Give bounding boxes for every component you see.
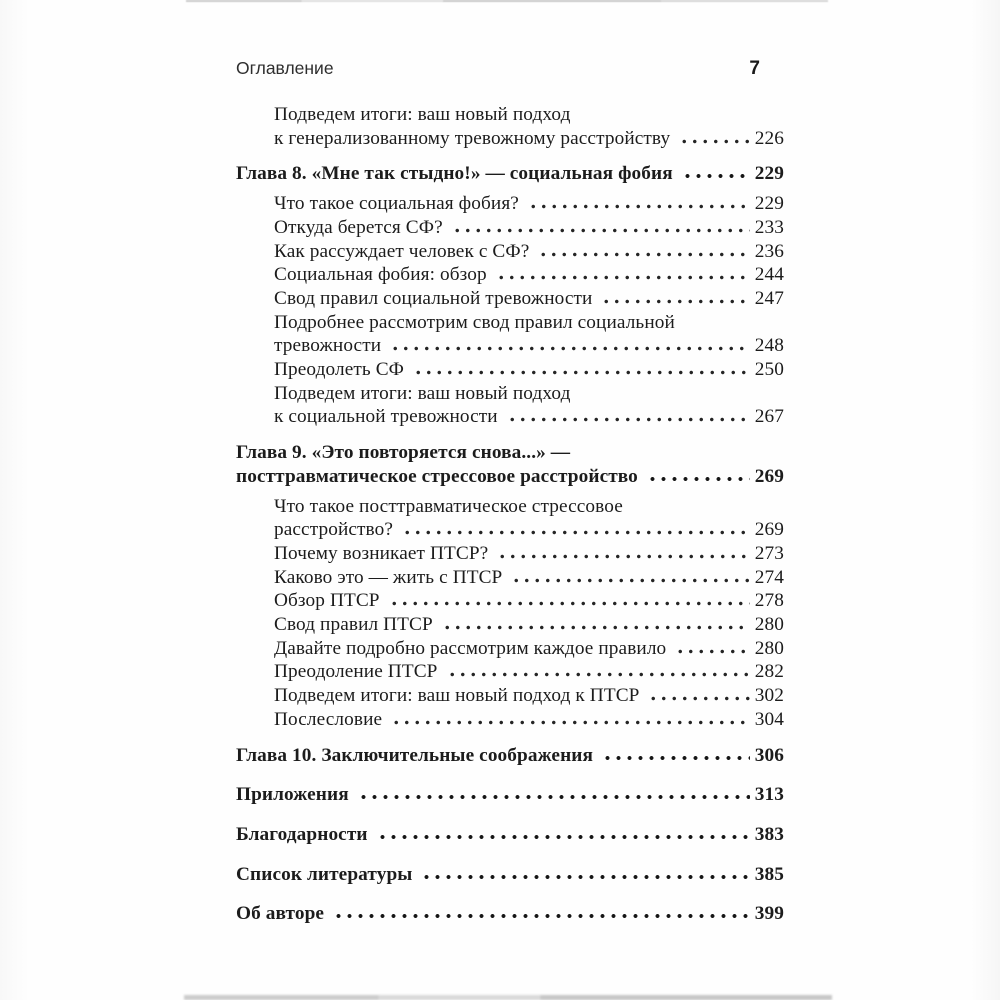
toc-line bbox=[236, 263, 784, 287]
toc-entry-title: Свод правил ПТСР bbox=[274, 614, 433, 636]
toc-entry-title: Социальная фобия: обзор bbox=[274, 264, 487, 286]
toc-entry bbox=[236, 823, 784, 847]
toc-entry bbox=[236, 660, 784, 684]
toc-page-number: 229 bbox=[754, 193, 784, 215]
toc-entry bbox=[236, 613, 784, 637]
toc-list bbox=[236, 103, 784, 926]
toc-entry-title: Свод правил социальной тревожности bbox=[274, 287, 593, 309]
toc-page-number: 229 bbox=[754, 163, 784, 185]
toc-line bbox=[236, 405, 784, 429]
toc-line bbox=[236, 162, 784, 186]
dot-leader bbox=[646, 696, 749, 701]
toc-page-number: 248 bbox=[754, 335, 784, 357]
toc-line bbox=[236, 495, 784, 519]
toc-entry bbox=[236, 744, 784, 768]
toc-entry bbox=[236, 783, 784, 807]
page-content bbox=[236, 58, 784, 926]
toc-line bbox=[236, 518, 784, 542]
toc-page-number: 250 bbox=[754, 359, 784, 381]
running-head bbox=[236, 58, 784, 80]
dot-leader bbox=[450, 228, 750, 233]
toc-page-number: 278 bbox=[754, 590, 784, 612]
toc-line bbox=[236, 311, 784, 335]
toc-entry bbox=[236, 589, 784, 613]
toc-entry bbox=[236, 311, 784, 358]
toc-line bbox=[236, 240, 784, 264]
toc-entry bbox=[236, 240, 784, 264]
toc-line bbox=[236, 823, 784, 847]
toc-line bbox=[236, 358, 784, 382]
toc-entry-title: Давайте подробно рассмотрим каждое правило bbox=[274, 637, 667, 659]
toc-entry-title: Преодоление ПТСР bbox=[274, 661, 438, 683]
toc-entry-title: Преодолеть СФ bbox=[274, 359, 405, 381]
toc-line bbox=[236, 684, 784, 708]
toc-entry-title: Благодарности bbox=[236, 823, 368, 845]
dot-leader bbox=[526, 204, 750, 209]
toc-page-number: 267 bbox=[754, 406, 784, 428]
dot-leader bbox=[389, 720, 750, 725]
toc-line bbox=[236, 902, 784, 926]
dot-leader bbox=[388, 346, 750, 351]
toc-entry-title: Список литературы bbox=[236, 863, 413, 885]
toc-entry-title: к социальной тревожности bbox=[274, 406, 498, 428]
toc-entry-title: посттравматическое стрессовое расстройство bbox=[236, 465, 638, 487]
toc-entry-title: Подробнее рассмотрим свод правил социальной bbox=[274, 311, 675, 333]
toc-entry bbox=[236, 103, 784, 150]
toc-page-number: 236 bbox=[754, 240, 784, 262]
toc-entry-title: Об авторе bbox=[236, 903, 325, 925]
toc-page-number: 280 bbox=[754, 637, 784, 659]
toc-page-number: 385 bbox=[754, 863, 784, 885]
folio-page-number: 7 bbox=[749, 58, 760, 79]
toc-entry bbox=[236, 637, 784, 661]
toc-line bbox=[236, 103, 784, 127]
toc-entry-title: Что такое посттравматическое стрессовое bbox=[274, 495, 623, 517]
dot-leader bbox=[331, 913, 750, 919]
toc-entry bbox=[236, 495, 784, 542]
toc-page-number: 399 bbox=[754, 903, 784, 925]
dot-leader bbox=[440, 625, 750, 630]
toc-page-number: 244 bbox=[754, 264, 784, 286]
dot-leader bbox=[494, 275, 750, 280]
toc-line bbox=[236, 660, 784, 684]
toc-line bbox=[236, 613, 784, 637]
toc-entry-title: Подведем итоги: ваш новый подход bbox=[274, 382, 571, 404]
dot-leader bbox=[645, 476, 750, 482]
toc-entry-title: Глава 10. Заключительные соображения bbox=[236, 744, 594, 766]
toc-entry-title: Каково это — жить с ПТСР bbox=[274, 566, 503, 588]
toc-page-number: 306 bbox=[754, 744, 784, 766]
toc-entry-title: Послесловие bbox=[274, 708, 383, 730]
toc-entry-title: Подведем итоги: ваш новый подход bbox=[274, 104, 571, 125]
scan-edge-top bbox=[186, 0, 828, 2]
toc-line bbox=[236, 783, 784, 807]
dot-leader bbox=[509, 578, 749, 583]
dot-leader bbox=[356, 794, 750, 800]
toc-entry bbox=[236, 542, 784, 566]
toc-page-number: 313 bbox=[754, 784, 784, 806]
dot-leader bbox=[495, 554, 749, 559]
toc-line bbox=[236, 216, 784, 240]
toc-line bbox=[236, 863, 784, 887]
dot-leader bbox=[673, 649, 749, 654]
toc-entry-title: расстройство? bbox=[274, 519, 394, 541]
toc-page-number: 383 bbox=[754, 823, 784, 845]
dot-leader bbox=[677, 139, 750, 144]
dot-leader bbox=[536, 252, 749, 257]
toc-entry-title: к генерализованному тревожному расстройству bbox=[274, 127, 671, 149]
toc-line bbox=[236, 637, 784, 661]
toc-page-number: 247 bbox=[754, 287, 784, 309]
toc-page-number: 302 bbox=[754, 685, 784, 707]
dot-leader bbox=[411, 370, 750, 375]
toc-line bbox=[236, 708, 784, 732]
toc-line bbox=[236, 589, 784, 613]
dot-leader bbox=[387, 601, 750, 606]
toc-line bbox=[236, 542, 784, 566]
toc-entry-title: Глава 9. «Это повторяется снова...» — bbox=[236, 442, 571, 464]
dot-leader bbox=[419, 874, 749, 880]
dot-leader bbox=[400, 530, 750, 535]
toc-entry-title: Глава 8. «Мне так стыдно!» — социальная фобия bbox=[236, 163, 673, 185]
toc-page-number: 280 bbox=[754, 614, 784, 636]
toc-entry-title: Почему возникает ПТСР? bbox=[274, 542, 489, 564]
toc-entry-title: Откуда берется СФ? bbox=[274, 216, 443, 238]
toc-line bbox=[236, 127, 784, 151]
toc-entry bbox=[236, 162, 784, 186]
toc-entry bbox=[236, 192, 784, 216]
toc-entry-title: Подведем итоги: ваш новый подход к ПТСР bbox=[274, 685, 640, 707]
dot-leader bbox=[505, 417, 750, 422]
toc-page-number: 226 bbox=[754, 127, 784, 149]
toc-page-number: 269 bbox=[754, 465, 784, 487]
dot-leader bbox=[445, 672, 750, 677]
toc-line bbox=[236, 566, 784, 590]
toc-entry bbox=[236, 902, 784, 926]
toc-entry bbox=[236, 287, 784, 311]
page-title: Оглавление bbox=[236, 58, 334, 78]
toc-entry bbox=[236, 358, 784, 382]
toc-line bbox=[236, 744, 784, 768]
toc-page-number: 274 bbox=[754, 566, 784, 588]
toc-line bbox=[236, 382, 784, 406]
toc-entry-title: Обзор ПТСР bbox=[274, 590, 380, 612]
toc-line bbox=[236, 192, 784, 216]
toc-entry bbox=[236, 566, 784, 590]
toc-entry bbox=[236, 263, 784, 287]
toc-entry bbox=[236, 382, 784, 429]
toc-entry bbox=[236, 441, 784, 488]
toc-line bbox=[236, 441, 784, 465]
toc-entry-title: Что такое социальная фобия? bbox=[274, 193, 519, 215]
dot-leader bbox=[600, 755, 750, 761]
scan-edge-bottom bbox=[184, 995, 832, 1000]
toc-page-number: 304 bbox=[754, 708, 784, 730]
toc-page-number: 282 bbox=[754, 661, 784, 683]
toc-line bbox=[236, 465, 784, 489]
toc-entry-title: тревожности bbox=[274, 335, 382, 357]
toc-entry bbox=[236, 863, 784, 887]
toc-entry bbox=[236, 216, 784, 240]
toc-entry bbox=[236, 684, 784, 708]
toc-line bbox=[236, 287, 784, 311]
toc-line bbox=[236, 334, 784, 358]
toc-page-number: 233 bbox=[754, 216, 784, 238]
toc-page-number: 273 bbox=[754, 542, 784, 564]
dot-leader bbox=[599, 299, 749, 304]
toc-entry-title: Как рассуждает человек с СФ? bbox=[274, 240, 530, 262]
dot-leader bbox=[375, 834, 750, 840]
toc-page-number: 269 bbox=[754, 519, 784, 541]
toc-entry-title: Приложения bbox=[236, 784, 349, 806]
toc-entry bbox=[236, 708, 784, 732]
dot-leader bbox=[680, 173, 750, 179]
